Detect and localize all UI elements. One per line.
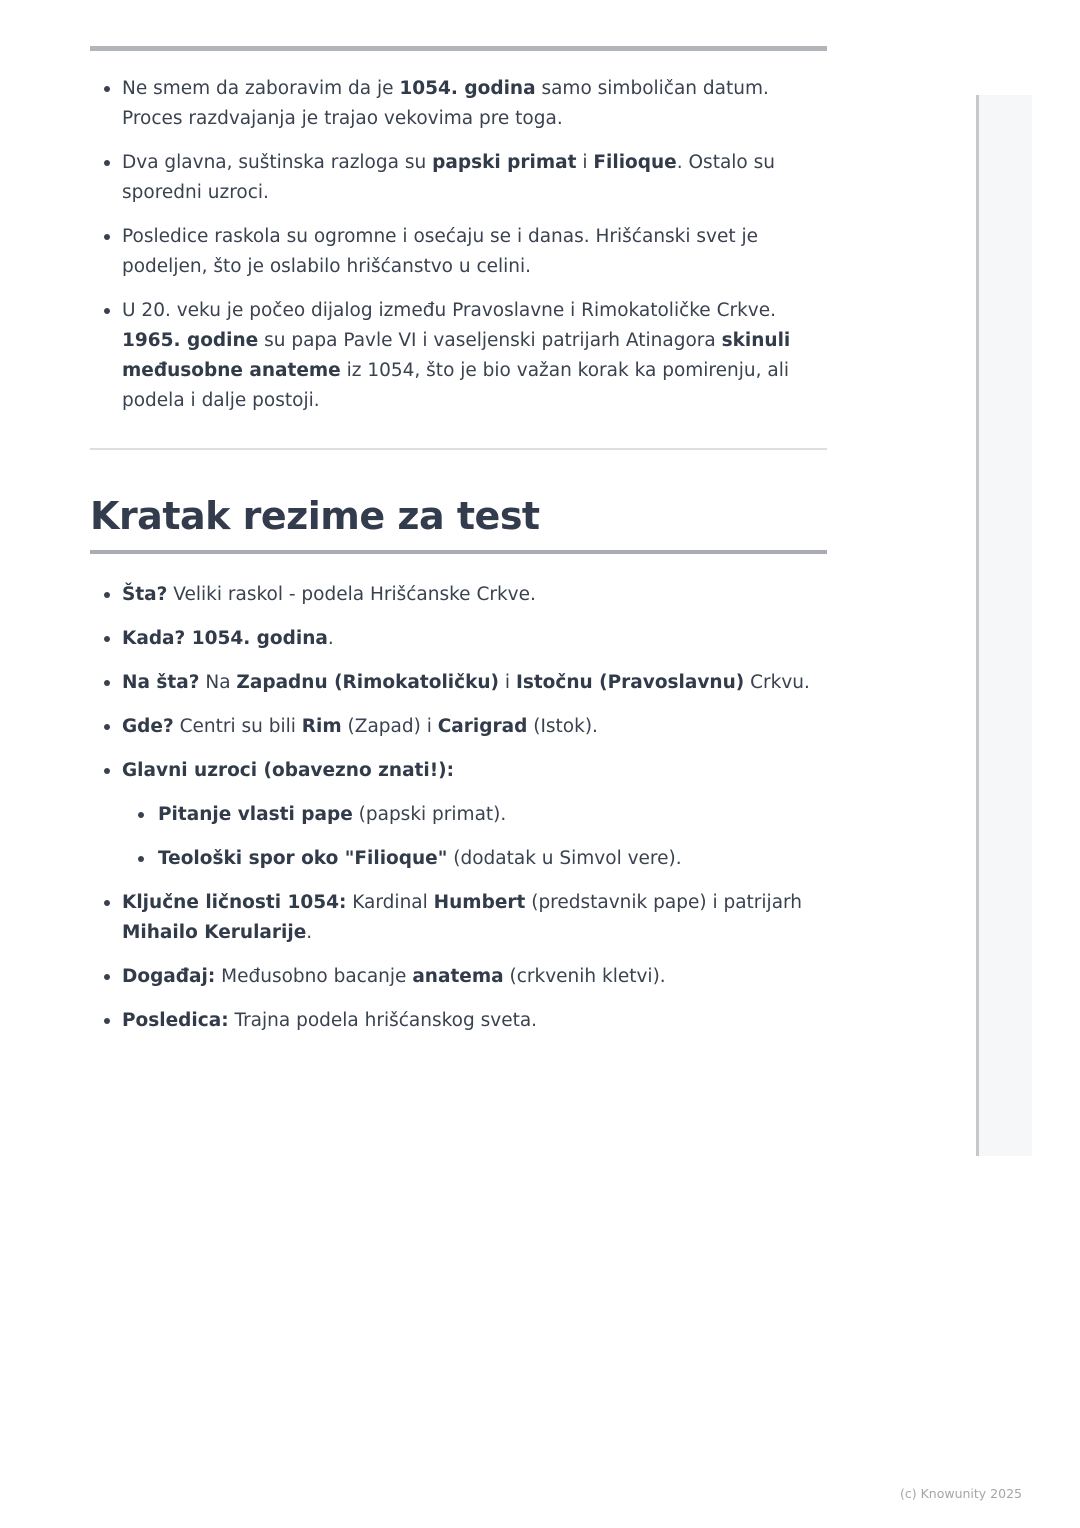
bold-text-run: Gde?: [122, 716, 174, 737]
bold-text-run: Na šta?: [122, 672, 200, 693]
bullet-item: [122, 624, 827, 654]
bold-text-run: Događaj:: [122, 966, 216, 987]
text-run: . Ostalo su sporedni uzroci.: [122, 152, 775, 203]
bold-text-run: Posledica:: [122, 1010, 229, 1031]
bold-text-run: skinuli međusobne anateme: [122, 330, 791, 381]
text-run: (Istok).: [527, 716, 598, 737]
bullet-item: [122, 580, 827, 610]
bullet-item: [122, 222, 827, 282]
bold-text-run: Istočnu (Pravoslavnu): [515, 672, 745, 693]
text-run: (crkvenih kletvi).: [503, 966, 666, 987]
section-divider: [90, 448, 827, 450]
bold-text-run: Humbert: [433, 892, 526, 913]
right-page-edge-panel: [976, 95, 1032, 1156]
bold-text-run: Kada? 1054. godina: [122, 628, 328, 649]
sub-bullet-item: [158, 800, 827, 830]
sub-bullet-list: [122, 800, 827, 874]
text-run: Ne smem da zaboravim da je: [122, 78, 400, 99]
bold-text-run: 1965. godine: [122, 330, 259, 351]
bold-text-run: Rim: [301, 716, 342, 737]
bullet-item: [122, 296, 827, 416]
text-run: Posledice raskola su ogromne i osećaju se i danas. Hrišćanski svet je podeljen, što je oslabilo hrišćanstvo u celini.: [122, 226, 759, 277]
bold-text-run: Ključne ličnosti 1054:: [122, 892, 347, 913]
text-run: .: [327, 628, 334, 649]
text-run: Kardinal: [346, 892, 434, 913]
copyright-watermark: (c) Knowunity 2025: [900, 1486, 1022, 1501]
notes-page: [0, 46, 1080, 1528]
text-run: samo simboličan datum. Proces razdvajanja je trajao vekovima pre toga.: [122, 78, 769, 129]
bullet-item: [122, 756, 827, 874]
text-run: (papski primat).: [352, 804, 507, 825]
section-heading: Kratak rezime za test: [90, 494, 540, 538]
bullet-item: [122, 148, 827, 208]
text-run: iz 1054, što je bio važan korak ka pomirenju, ali podela i dalje postoji.: [122, 360, 789, 411]
text-run: Na: [199, 672, 237, 693]
text-run: Dva glavna, suštinska razloga su: [122, 152, 433, 173]
bullet-item: [122, 74, 827, 134]
text-run: (Zapad) i: [341, 716, 438, 737]
bullet-item: [122, 668, 827, 698]
text-run: Veliki raskol - podela Hrišćanske Crkve.: [167, 584, 536, 605]
bullet-item: [122, 962, 827, 992]
bold-text-run: 1054. godina: [399, 78, 536, 99]
text-run: U 20. veku je počeo dijalog između Pravoslavne i Rimokatoličke Crkve.: [122, 300, 777, 321]
bold-text-run: Šta?: [122, 584, 168, 605]
bullet-item: [122, 888, 827, 948]
bold-text-run: papski primat: [432, 152, 577, 173]
text-run: Centri su bili: [173, 716, 302, 737]
text-run: su papa Pavle VI i vaseljenski patrijarh Atinagora: [258, 330, 722, 351]
sub-bullet-item: [158, 844, 827, 874]
bold-text-run: Pitanje vlasti pape: [158, 804, 353, 825]
text-run: (dodatak u Simvol vere).: [447, 848, 682, 869]
bold-text-run: Carigrad: [437, 716, 528, 737]
bullet-item: [122, 1006, 827, 1036]
text-run: (predstavnik pape) i patrijarh: [525, 892, 803, 913]
text-run: i: [499, 672, 516, 693]
bold-text-run: anatema: [412, 966, 504, 987]
text-run: i: [576, 152, 594, 173]
text-run: Međusobno bacanje: [215, 966, 413, 987]
text-run: Trajna podela hrišćanskog sveta.: [228, 1010, 538, 1031]
bullet-item: [122, 712, 827, 742]
text-run: Crkvu.: [744, 672, 810, 693]
top-divider: [90, 46, 827, 51]
bold-text-run: Glavni uzroci (obavezno znati!):: [122, 760, 455, 781]
text-run: .: [306, 922, 313, 943]
bold-text-run: Zapadnu (Rimokatoličku): [236, 672, 500, 693]
heading-underline: [90, 550, 827, 554]
content-column: [90, 46, 827, 1036]
bold-text-run: Filioque: [593, 152, 677, 173]
bold-text-run: Mihailo Kerularije: [122, 922, 307, 943]
bold-text-run: Teološki spor oko "Filioque": [158, 848, 448, 869]
reminder-bullet-list: [90, 74, 827, 416]
test-summary-bullet-list: [90, 580, 827, 1036]
